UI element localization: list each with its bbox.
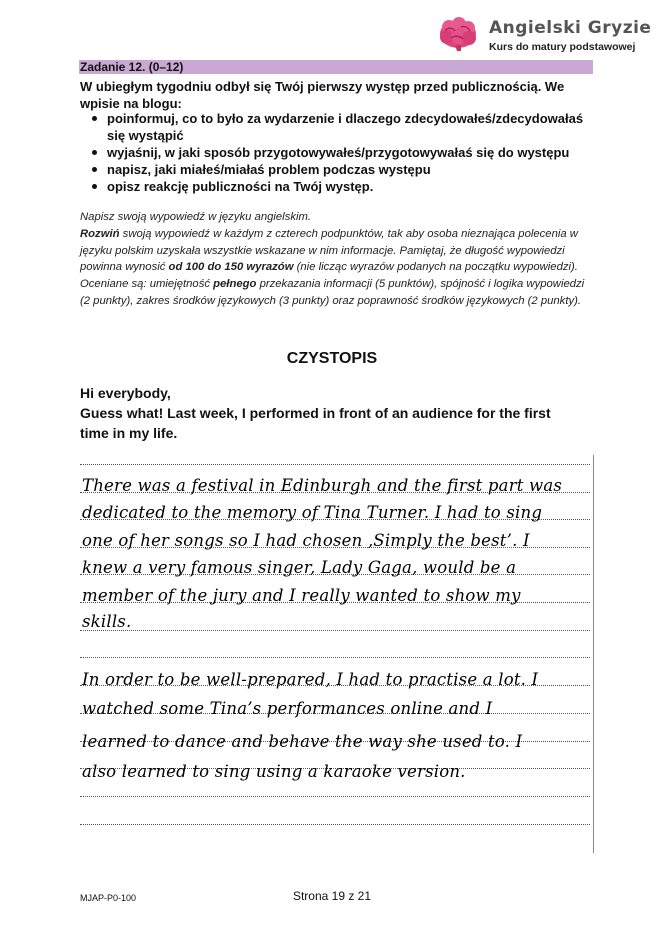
task-bullet-text: poinformuj, co to było za wydarzenie i dlaczego zdecydowałeś/zdecydowałaś się wystąpić <box>107 111 584 143</box>
handwritten-line: knew a very famous singer, Lady Gaga, would be a <box>82 558 517 577</box>
section-heading: CZYSTOPIS <box>286 350 378 367</box>
footer-code: MJAP-P0-100 <box>80 893 137 903</box>
dotted-line <box>80 630 590 631</box>
task-bullet <box>90 161 600 178</box>
bullet-dot-icon <box>92 167 97 172</box>
task-bullet <box>90 144 600 161</box>
bullet-dot-icon <box>92 150 97 155</box>
task-bullet-list <box>90 110 600 195</box>
handwritten-line: learned to dance and behave the way she used to. I <box>82 732 523 751</box>
task-bullet <box>90 110 600 144</box>
letter-line: Guess what! Last week, I performed in front of an audience for the first <box>80 405 551 421</box>
task-bullet-text: napisz, jaki miałeś/miałaś problem podczas występu <box>107 162 431 177</box>
dotted-line <box>80 824 590 825</box>
instructions-text: (nie licząc wyrazów podanych na początku wypowiedzi). Oceniane są: umiejętność <box>80 261 578 291</box>
dotted-line <box>80 796 590 797</box>
handwritten-line: There was a festival in Edinburgh and the first part was <box>82 476 563 495</box>
instructions-text: swoją wypowiedź w każdym z czterech podpunktów, tak aby osoba nieznająca polecenia w języku polskim uzyskała wszystkie wskazane w nim informacje. Pamiętaj, że długość wypowiedzi powinna wynosić <box>80 227 578 274</box>
brand-tagline: Kurs do matury podstawowej <box>489 41 636 53</box>
handwritten-line: skills. <box>82 612 132 631</box>
letter-line: time in my life. <box>80 425 178 441</box>
handwritten-line: member of the jury and I really wanted to show my <box>82 586 521 605</box>
handwritten-line: watched some Tina’s performances online and I <box>82 699 493 718</box>
answer-writing-area[interactable] <box>80 452 594 852</box>
task-bullet-text: opisz reakcję publiczności na Twój występ. <box>107 179 374 194</box>
task-bullet <box>90 178 600 195</box>
task-instructions <box>80 209 595 310</box>
task-title: Zadanie 12. (0–12) <box>80 60 184 74</box>
bullet-dot-icon <box>92 184 97 189</box>
dotted-line <box>80 657 590 658</box>
instructions-pelnego: pełnego <box>213 278 257 291</box>
handwritten-line: dedicated to the memory of Tina Turner. I had to sing <box>82 503 543 522</box>
bullet-dot-icon <box>92 116 97 121</box>
instructions-text: przekazania informacji (5 punktów), spójność i logika wypowiedzi (2 punkty), zakres środków językowych (3 punkty) oraz poprawność środków językowych (2 punkty). <box>80 278 585 307</box>
handwritten-line: one of her songs so I had chosen ‚Simply the best’. I <box>82 531 530 550</box>
brand-logo <box>437 17 652 57</box>
brain-icon <box>437 17 479 53</box>
instructions-line: Napisz swoją wypowiedź w języku angielskim. <box>80 211 312 223</box>
task-bullet-text: wyjaśnij, w jaki sposób przygotowywałeś/przygotowywałaś się do występu <box>107 145 570 160</box>
task-intro: W ubiegłym tygodniu odbył się Twój pierwszy występ przed publicznością. We wpisie na blogu: <box>80 79 565 111</box>
instructions-rozwin: Rozwiń <box>80 227 120 240</box>
handwritten-line: In order to be well-prepared, I had to practise a lot. I <box>82 670 539 689</box>
dotted-line <box>80 464 590 465</box>
brand-name: Angielski Gryzie <box>489 18 652 38</box>
instructions-body <box>80 226 595 310</box>
footer-page-number: Strona 19 z 21 <box>292 889 372 903</box>
letter-greeting: Hi everybody, <box>80 385 171 401</box>
handwritten-line: also learned to sing using a karaoke version. <box>82 762 466 781</box>
instructions-word-range: od 100 do 150 wyrazów <box>168 261 294 274</box>
letter-opening <box>80 383 600 443</box>
